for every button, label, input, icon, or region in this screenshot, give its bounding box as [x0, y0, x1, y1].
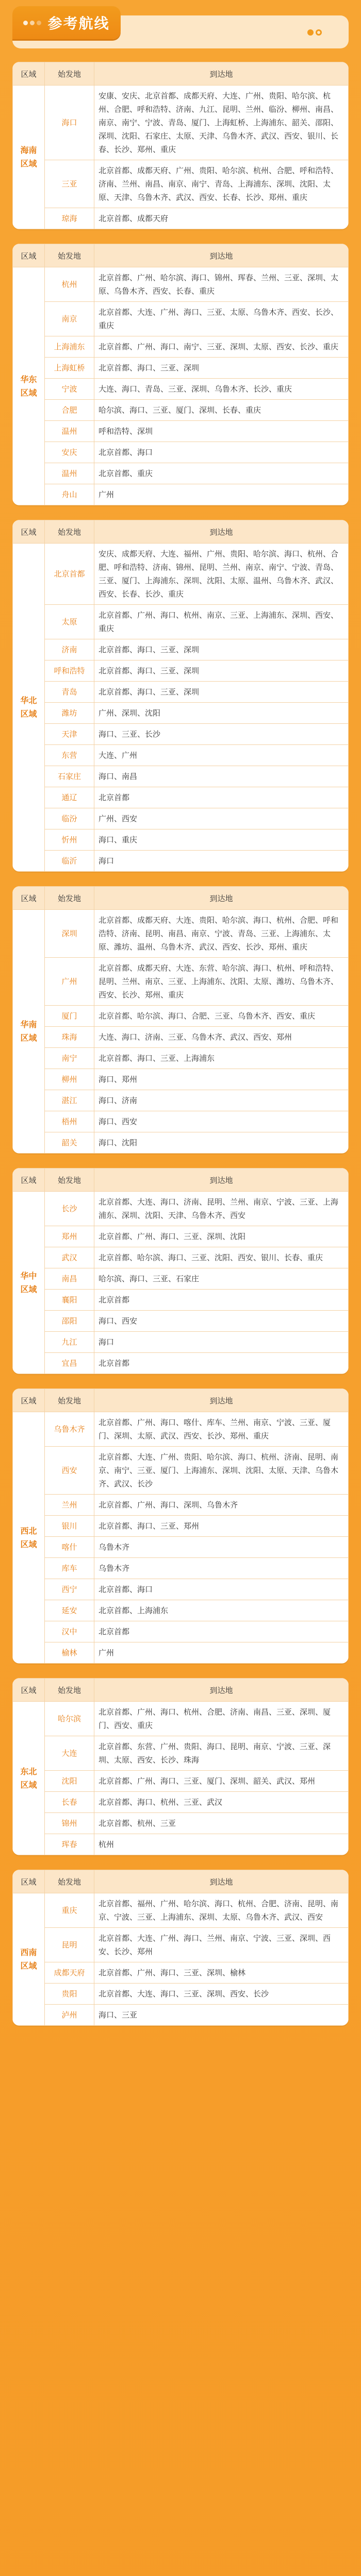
origin-city: 武汉 [45, 1247, 94, 1268]
origin-city: 上海虹桥 [45, 358, 94, 379]
destination-cities: 北京首都、成都天府 [94, 208, 349, 229]
destination-cities: 海口、西安 [94, 1111, 349, 1132]
table-row [13, 1558, 349, 1579]
table-header-row [13, 244, 349, 267]
header-region: 区域 [13, 1168, 45, 1192]
table-header-row [13, 887, 349, 910]
header-region: 区域 [13, 1679, 45, 1702]
table-row [13, 605, 349, 639]
destination-cities: 北京首都、成都天府、广州、贵阳、哈尔滨、杭州、合肥、呼和浩特、济南、兰州、南昌、南京、南宁、青岛、上海浦东、深圳、沈阳、太原、天津、乌鲁木齐、武汉、西安、长春、长沙、郑州、重庆 [94, 160, 349, 208]
header-region: 区域 [13, 1870, 45, 1893]
table-header-row [13, 1168, 349, 1192]
header-origin: 始发地 [45, 1389, 94, 1412]
region-table-card [12, 1388, 349, 1664]
route-table [12, 244, 349, 505]
destination-cities: 北京首都、海口、三亚、上海浦东 [94, 1048, 349, 1069]
destination-cities: 广州 [94, 1642, 349, 1664]
table-row [13, 1537, 349, 1558]
table-row [13, 1928, 349, 1962]
origin-city: 海口 [45, 86, 94, 160]
route-table [12, 1678, 349, 1855]
destination-cities: 北京首都、福州、广州、哈尔滨、海口、杭州、合肥、济南、昆明、南京、宁波、三亚、上海浦东、深圳、太原、乌鲁木齐、武汉、西安 [94, 1893, 349, 1928]
route-table [12, 62, 349, 229]
origin-city: 潍坊 [45, 703, 94, 724]
destination-cities: 北京首都、海口、三亚、深圳 [94, 660, 349, 682]
table-row [13, 1006, 349, 1027]
header-origin: 始发地 [45, 1870, 94, 1893]
origin-city: 邵阳 [45, 1311, 94, 1332]
table-row [13, 1027, 349, 1048]
destination-cities: 北京首都、广州、海口、杭州、南京、三亚、上海浦东、深圳、西安、重庆 [94, 605, 349, 639]
table-row [13, 958, 349, 1006]
destination-cities: 广州、西安 [94, 808, 349, 829]
destination-cities: 北京首都、哈尔滨、海口、三亚、沈阳、西安、银川、长春、重庆 [94, 1247, 349, 1268]
destination-cities: 北京首都 [94, 787, 349, 808]
destination-cities: 北京首都、重庆 [94, 463, 349, 484]
route-table [12, 886, 349, 1154]
region-name: 华中区域 [13, 1192, 45, 1374]
table-row [13, 1311, 349, 1332]
destination-cities: 北京首都、广州、海口、南宁、三亚、深圳、太原、西安、长沙、重庆 [94, 336, 349, 358]
section-title-badge [12, 6, 121, 39]
origin-city: 临汾 [45, 808, 94, 829]
table-row [13, 682, 349, 703]
header-destination: 到达地 [94, 520, 349, 544]
destination-cities: 北京首都、海口 [94, 1579, 349, 1600]
region-table-card [12, 1678, 349, 1855]
table-row [13, 1268, 349, 1290]
table-row [13, 1353, 349, 1374]
origin-city: 湛江 [45, 1090, 94, 1111]
origin-city: 杭州 [45, 267, 94, 302]
header-destination: 到达地 [94, 1389, 349, 1412]
table-row [13, 1736, 349, 1771]
origin-city: 大连 [45, 1736, 94, 1771]
table-row [13, 639, 349, 660]
origin-city: 忻州 [45, 829, 94, 851]
destination-cities: 北京首都、海口、三亚、郑州 [94, 1516, 349, 1537]
destination-cities: 哈尔滨、海口、三亚、厦门、深圳、长春、重庆 [94, 400, 349, 421]
section-title-bar [12, 15, 349, 48]
destination-cities: 北京首都、海口、三亚、深圳 [94, 358, 349, 379]
origin-city: 锦州 [45, 1813, 94, 1834]
origin-city: 珠海 [45, 1027, 94, 1048]
region-name: 华南区域 [13, 910, 45, 1154]
region-name: 华北区域 [13, 544, 45, 872]
destination-cities: 北京首都、海口 [94, 442, 349, 463]
destination-cities: 北京首都、哈尔滨、海口、合肥、三亚、乌鲁木齐、西安、重庆 [94, 1006, 349, 1027]
origin-city: 宁波 [45, 379, 94, 400]
destination-cities: 北京首都、成都天府、大连、贵阳、哈尔滨、海口、杭州、合肥、呼和浩特、济南、昆明、南昌、南京、宁波、青岛、三亚、上海浦东、太原、潍坊、温州、乌鲁木齐、武汉、西安、长沙、郑州、重庆 [94, 910, 349, 958]
origin-city: 青岛 [45, 682, 94, 703]
destination-cities: 北京首都 [94, 1353, 349, 1374]
table-row [13, 208, 349, 229]
origin-city: 库车 [45, 1558, 94, 1579]
destination-cities: 北京首都 [94, 1290, 349, 1311]
destination-cities: 北京首都、广州、海口、深圳、乌鲁木齐 [94, 1495, 349, 1516]
origin-city: 襄阳 [45, 1290, 94, 1311]
origin-city: 厦门 [45, 1006, 94, 1027]
table-row [13, 1111, 349, 1132]
route-tables [12, 62, 349, 2026]
destination-cities: 呼和浩特、深圳 [94, 421, 349, 442]
table-row [13, 544, 349, 605]
origin-city: 温州 [45, 463, 94, 484]
destination-cities: 北京首都、广州、海口、喀什、库车、兰州、南京、宁波、三亚、厦门、深圳、太原、武汉、西安、长沙、郑州、重庆 [94, 1412, 349, 1447]
destination-cities: 海口、郑州 [94, 1069, 349, 1090]
destination-cities: 北京首都、广州、海口、三亚、厦门、深圳、韶关、武汉、郑州 [94, 1771, 349, 1792]
region-table-card [12, 1168, 349, 1374]
origin-city: 成都天府 [45, 1962, 94, 1984]
table-header-row [13, 1870, 349, 1893]
origin-city: 延安 [45, 1600, 94, 1621]
destination-cities: 海口 [94, 1332, 349, 1353]
region-table-card [12, 1870, 349, 2026]
table-row [13, 484, 349, 505]
header-destination: 到达地 [94, 1168, 349, 1192]
destination-cities: 北京首都、大连、海口、济南、昆明、兰州、南京、宁波、三亚、上海浦东、深圳、沈阳、天津、乌鲁木齐、西安 [94, 1192, 349, 1226]
destination-cities: 北京首都、海口、三亚、深圳 [94, 639, 349, 660]
region-name: 西南区域 [13, 1893, 45, 2026]
destination-cities: 北京首都、成都天府、大连、东营、哈尔滨、海口、杭州、呼和浩特、昆明、兰州、南京、三亚、上海浦东、沈阳、太原、潍坊、乌鲁木齐、西安、长沙、郑州、重庆 [94, 958, 349, 1006]
origin-city: 南昌 [45, 1268, 94, 1290]
origin-city: 柳州 [45, 1069, 94, 1090]
table-row [13, 1984, 349, 2005]
destination-cities: 海口、三亚 [94, 2005, 349, 2026]
region-name: 东北区域 [13, 1702, 45, 1855]
origin-city: 南宁 [45, 1048, 94, 1069]
table-row [13, 267, 349, 302]
table-row [13, 1226, 349, 1247]
header-region: 区域 [13, 244, 45, 267]
table-header-row [13, 62, 349, 86]
table-row [13, 400, 349, 421]
destination-cities: 北京首都、广州、海口、杭州、合肥、济南、南昌、三亚、深圳、厦门、西安、重庆 [94, 1702, 349, 1736]
origin-city: 舟山 [45, 484, 94, 505]
header-origin: 始发地 [45, 1679, 94, 1702]
origin-city: 济南 [45, 639, 94, 660]
table-row [13, 1792, 349, 1813]
table-header-row [13, 520, 349, 544]
origin-city: 太原 [45, 605, 94, 639]
table-row [13, 358, 349, 379]
header-destination: 到达地 [94, 244, 349, 267]
header-origin: 始发地 [45, 1168, 94, 1192]
header-region: 区域 [13, 1389, 45, 1412]
region-table-card [12, 886, 349, 1154]
origin-city: 重庆 [45, 1893, 94, 1928]
table-row [13, 910, 349, 958]
table-row [13, 86, 349, 160]
table-row [13, 1132, 349, 1154]
table-row [13, 421, 349, 442]
destination-cities: 海口、三亚、长沙 [94, 724, 349, 745]
destination-cities: 北京首都、海口、杭州、三亚、武汉 [94, 1792, 349, 1813]
route-table [12, 520, 349, 872]
origin-city: 北京首都 [45, 544, 94, 605]
table-row [13, 1813, 349, 1834]
table-row [13, 745, 349, 766]
table-row [13, 1069, 349, 1090]
table-row [13, 1702, 349, 1736]
origin-city: 兰州 [45, 1495, 94, 1516]
destination-cities: 大连、海口、青岛、三亚、深圳、乌鲁木齐、长沙、重庆 [94, 379, 349, 400]
destination-cities: 北京首都、大连、广州、贵阳、哈尔滨、海口、杭州、济南、昆明、南京、南宁、三亚、厦门、上海浦东、深圳、沈阳、太原、天津、乌鲁木齐、武汉、长沙 [94, 1447, 349, 1495]
destination-cities: 大连、海口、济南、三亚、乌鲁木齐、武汉、西安、郑州 [94, 1027, 349, 1048]
origin-city: 温州 [45, 421, 94, 442]
table-row [13, 1893, 349, 1928]
origin-city: 汉中 [45, 1621, 94, 1642]
header-region: 区域 [13, 520, 45, 544]
origin-city: 长沙 [45, 1192, 94, 1226]
origin-city: 榆林 [45, 1642, 94, 1664]
origin-city: 梧州 [45, 1111, 94, 1132]
region-table-card [12, 520, 349, 872]
origin-city: 西安 [45, 1447, 94, 1495]
destination-cities: 海口、西安 [94, 1311, 349, 1332]
destination-cities: 北京首都、大连、广州、海口、三亚、太原、乌鲁木齐、西安、长沙、重庆 [94, 302, 349, 336]
table-row [13, 766, 349, 787]
region-name: 华东区域 [13, 267, 45, 505]
region-table-card [12, 62, 349, 229]
destination-cities: 大连、广州 [94, 745, 349, 766]
origin-city: 珲春 [45, 1834, 94, 1855]
table-row [13, 336, 349, 358]
table-row [13, 2005, 349, 2026]
origin-city: 贵阳 [45, 1984, 94, 2005]
destination-cities: 广州、深圳、沈阳 [94, 703, 349, 724]
table-row [13, 379, 349, 400]
header-origin: 始发地 [45, 62, 94, 86]
dots-icon [23, 21, 41, 25]
destination-cities: 安庆、成都天府、大连、福州、广州、贵阳、哈尔滨、海口、杭州、合肥、呼和浩特、济南、锦州、昆明、兰州、南京、南宁、宁波、青岛、三亚、厦门、上海浦东、深圳、沈阳、太原、温州、乌鲁木齐、武汉、西安、长春、长沙、重庆 [94, 544, 349, 605]
origin-city: 宜昌 [45, 1353, 94, 1374]
table-row [13, 829, 349, 851]
table-row [13, 1247, 349, 1268]
destination-cities: 北京首都、广州、海口、三亚、深圳、沈阳 [94, 1226, 349, 1247]
header-origin: 始发地 [45, 244, 94, 267]
table-row [13, 442, 349, 463]
origin-city: 通辽 [45, 787, 94, 808]
destination-cities: 北京首都 [94, 1621, 349, 1642]
destination-cities: 北京首都、杭州、三亚 [94, 1813, 349, 1834]
table-row [13, 1412, 349, 1447]
destination-cities: 海口、济南 [94, 1090, 349, 1111]
header-origin: 始发地 [45, 887, 94, 910]
origin-city: 西宁 [45, 1579, 94, 1600]
table-row [13, 1447, 349, 1495]
origin-city: 上海浦东 [45, 336, 94, 358]
table-row [13, 1048, 349, 1069]
table-row [13, 787, 349, 808]
origin-city: 长春 [45, 1792, 94, 1813]
destination-cities: 北京首都、广州、哈尔滨、海口、锦州、珲春、兰州、三亚、深圳、太原、乌鲁木齐、西安、长春、重庆 [94, 267, 349, 302]
origin-city: 合肥 [45, 400, 94, 421]
table-row [13, 1516, 349, 1537]
origin-city: 银川 [45, 1516, 94, 1537]
header-region: 区域 [13, 887, 45, 910]
table-row [13, 1642, 349, 1664]
header-destination: 到达地 [94, 1679, 349, 1702]
header-destination: 到达地 [94, 62, 349, 86]
origin-city: 九江 [45, 1332, 94, 1353]
page-title: 参考航线 [47, 15, 110, 32]
table-header-row [13, 1679, 349, 1702]
table-row [13, 302, 349, 336]
origin-city: 喀什 [45, 1537, 94, 1558]
table-row [13, 1495, 349, 1516]
table-row [13, 724, 349, 745]
origin-city: 南京 [45, 302, 94, 336]
origin-city: 韶关 [45, 1132, 94, 1154]
table-row [13, 660, 349, 682]
table-row [13, 1290, 349, 1311]
table-row [13, 1192, 349, 1226]
header-destination: 到达地 [94, 1870, 349, 1893]
origin-city: 三亚 [45, 160, 94, 208]
table-row [13, 1090, 349, 1111]
table-row [13, 703, 349, 724]
destination-cities: 乌鲁木齐 [94, 1537, 349, 1558]
table-row [13, 1600, 349, 1621]
destination-cities: 安康、安庆、北京首都、成都天府、大连、广州、贵阳、哈尔滨、杭州、合肥、呼和浩特、济南、九江、昆明、兰州、临汾、柳州、南昌、南京、南宁、宁波、青岛、厦门、上海虹桥、上海浦东、韶关、邵阳、深圳、沈阳、石家庄、太原、天津、乌鲁木齐、武汉、西安、银川、长春、长沙、郑州、重庆 [94, 86, 349, 160]
origin-city: 郑州 [45, 1226, 94, 1247]
destination-cities: 杭州 [94, 1834, 349, 1855]
table-row [13, 1962, 349, 1984]
table-header-row [13, 1389, 349, 1412]
origin-city: 东营 [45, 745, 94, 766]
destination-cities: 海口、重庆 [94, 829, 349, 851]
origin-city: 昆明 [45, 1928, 94, 1962]
table-row [13, 1834, 349, 1855]
origin-city: 临沂 [45, 851, 94, 872]
destination-cities: 北京首都、海口、三亚、深圳 [94, 682, 349, 703]
table-row [13, 1771, 349, 1792]
origin-city: 泸州 [45, 2005, 94, 2026]
table-row [13, 1621, 349, 1642]
table-row [13, 851, 349, 872]
table-row [13, 1579, 349, 1600]
route-table [12, 1870, 349, 2026]
origin-city: 天津 [45, 724, 94, 745]
origin-city: 哈尔滨 [45, 1702, 94, 1736]
destination-cities: 北京首都、东营、广州、贵阳、海口、昆明、南京、宁波、三亚、深圳、太原、西安、长沙、珠海 [94, 1736, 349, 1771]
header-origin: 始发地 [45, 520, 94, 544]
destination-cities: 北京首都、大连、广州、海口、兰州、南京、宁波、三亚、深圳、西安、长沙、郑州 [94, 1928, 349, 1962]
origin-city: 安庆 [45, 442, 94, 463]
destination-cities: 北京首都、广州、海口、三亚、深圳、榆林 [94, 1962, 349, 1984]
route-table [12, 1168, 349, 1374]
destination-cities: 北京首都、大连、海口、三亚、深圳、西安、长沙 [94, 1984, 349, 2005]
origin-city: 深圳 [45, 910, 94, 958]
origin-city: 琼海 [45, 208, 94, 229]
destination-cities: 北京首都、上海浦东 [94, 1600, 349, 1621]
region-name: 西北区域 [13, 1412, 45, 1664]
origin-city: 沈阳 [45, 1771, 94, 1792]
origin-city: 广州 [45, 958, 94, 1006]
region-name: 海南区域 [13, 86, 45, 229]
destination-cities: 哈尔滨、海口、三亚、石家庄 [94, 1268, 349, 1290]
destination-cities: 海口 [94, 851, 349, 872]
destination-cities: 广州 [94, 484, 349, 505]
header-region: 区域 [13, 62, 45, 86]
destination-cities: 海口、沈阳 [94, 1132, 349, 1154]
destination-cities: 乌鲁木齐 [94, 1558, 349, 1579]
origin-city: 乌鲁木齐 [45, 1412, 94, 1447]
route-table [12, 1388, 349, 1664]
destination-cities: 海口、南昌 [94, 766, 349, 787]
origin-city: 呼和浩特 [45, 660, 94, 682]
rings-decoration-icon [305, 28, 334, 36]
origin-city: 石家庄 [45, 766, 94, 787]
table-row [13, 1332, 349, 1353]
table-row [13, 463, 349, 484]
header-destination: 到达地 [94, 887, 349, 910]
table-row [13, 160, 349, 208]
table-row [13, 808, 349, 829]
region-table-card [12, 244, 349, 505]
